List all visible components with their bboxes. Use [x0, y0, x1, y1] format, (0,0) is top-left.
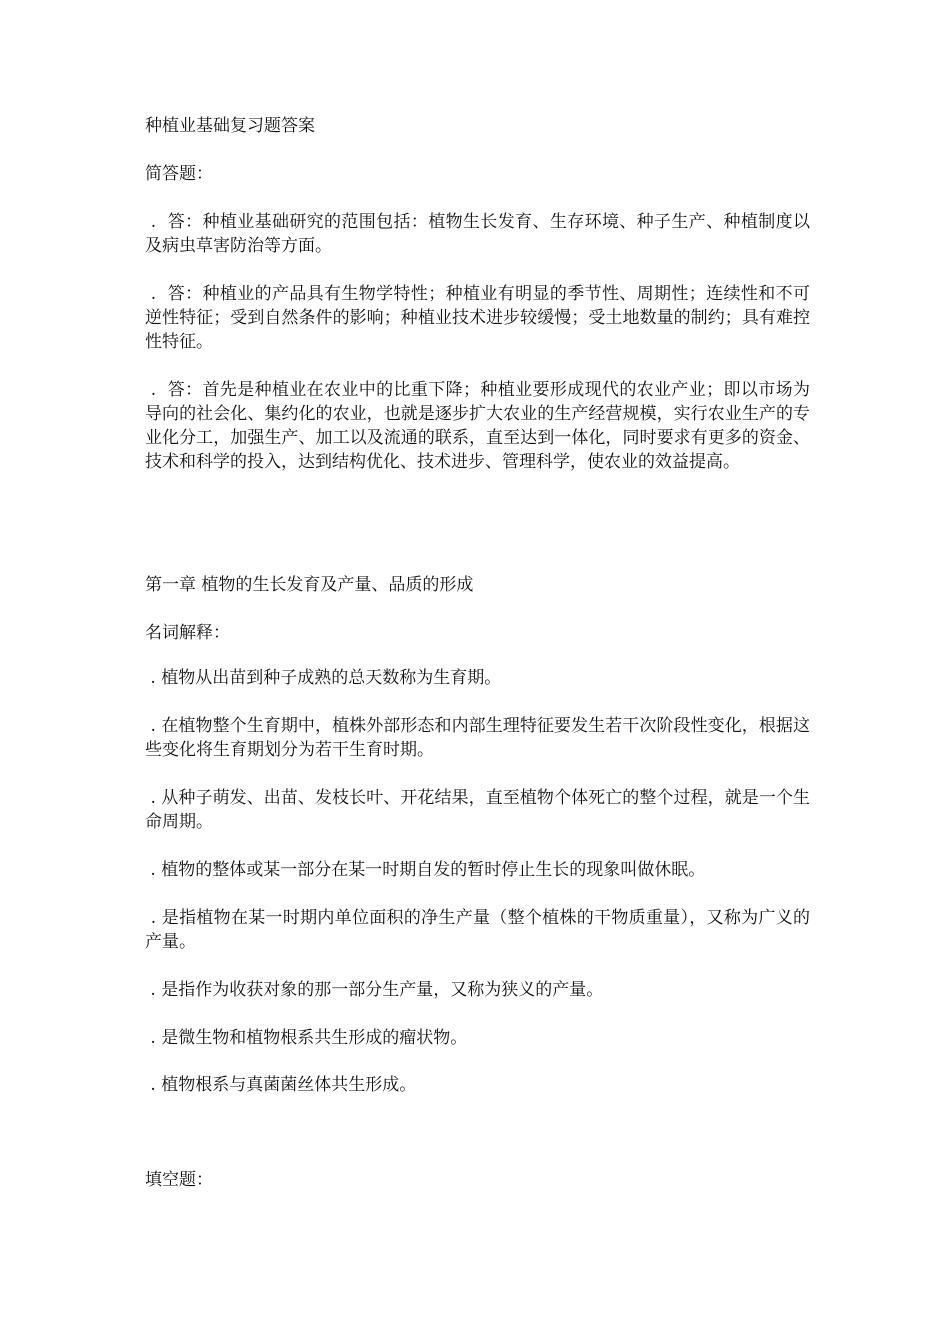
definition-text: 植物从出苗到种子成熟的总天数称为生育期。: [161, 668, 502, 688]
answer-text: 答：种植业的产品具有生物学特性；种植业有明显的季节性、周期性；连续性和不可逆性特征；受到自然条件的影响；种植业技术进步较缓慢；受土地数量的制约；具有难控性特征。: [145, 284, 811, 352]
document-title: 种植业基础复习题答案: [145, 116, 315, 136]
definition-text: 是微生物和植物根系共生形成的瘤状物。: [161, 1028, 468, 1048]
list-marker: .: [145, 908, 162, 928]
answer-text: 答：种植业基础研究的范围包括：植物生长发育、生存环境、种子生产、种植制度以及病虫草害防治等方面。: [145, 212, 811, 256]
list-marker: .: [145, 860, 162, 880]
definition-text: 是指植物在某一时期内单位面积的净生产量（整个植株的干物质重量），又称为广义的产量。: [145, 908, 810, 952]
list-marker: .: [145, 716, 162, 736]
chapter-heading: 第一章 植物的生长发育及产量、品质的形成: [145, 575, 474, 595]
answer-paragraph: [145, 210, 810, 258]
definition-item: [145, 666, 810, 690]
list-marker: .: [145, 668, 162, 688]
definition-text: 是指作为收获对象的那一部分生产量，又称为狭义的产量。: [161, 980, 604, 1000]
definition-item: [145, 1026, 810, 1050]
definition-text: 植物根系与真菌菌丝体共生形成。: [161, 1075, 417, 1095]
section-heading-fill-in: 填空题：: [145, 1170, 213, 1190]
definition-item: [145, 858, 810, 882]
definition-item: [145, 906, 810, 954]
list-marker: .: [145, 284, 168, 304]
answer-paragraph: [145, 378, 810, 474]
definition-text: 植物的整体或某一部分在某一时期自发的暂时停止生长的现象叫做休眠。: [161, 860, 706, 880]
answer-paragraph: [145, 282, 810, 354]
list-marker: .: [145, 1075, 162, 1095]
definition-item: [145, 1073, 810, 1097]
list-marker: .: [145, 788, 162, 808]
definition-item: [145, 786, 810, 834]
list-marker: .: [145, 212, 168, 232]
list-marker: .: [145, 980, 162, 1000]
section-heading-definitions: 名词解释：: [145, 623, 230, 643]
list-marker: .: [145, 380, 168, 400]
section-heading-short-answer: 简答题：: [145, 164, 213, 184]
definition-text: 从种子萌发、出苗、发枝长叶、开花结果，直至植物个体死亡的整个过程，就是一个生命周期。: [145, 788, 810, 832]
answer-text: 答：首先是种植业在农业中的比重下降；种植业要形成现代的农业产业；即以市场为导向的社会化、集约化的农业，也就是逐步扩大农业的生产经营规模，实行农业生产的专业化分工，加强生产、加工以及流通的联系，直至达到一体化，同时要求有更多的资金、技术和科学的投入，达到结构优化、技术进步、管理科学，使农业的效益提高。: [145, 380, 811, 472]
definition-item: [145, 714, 810, 762]
definition-text: 在植物整个生育期中，植株外部形态和内部生理特征要发生若干次阶段性变化，根据这些变化将生育期划分为若干生育时期。: [145, 716, 810, 760]
definition-item: [145, 978, 810, 1002]
list-marker: .: [145, 1028, 162, 1048]
